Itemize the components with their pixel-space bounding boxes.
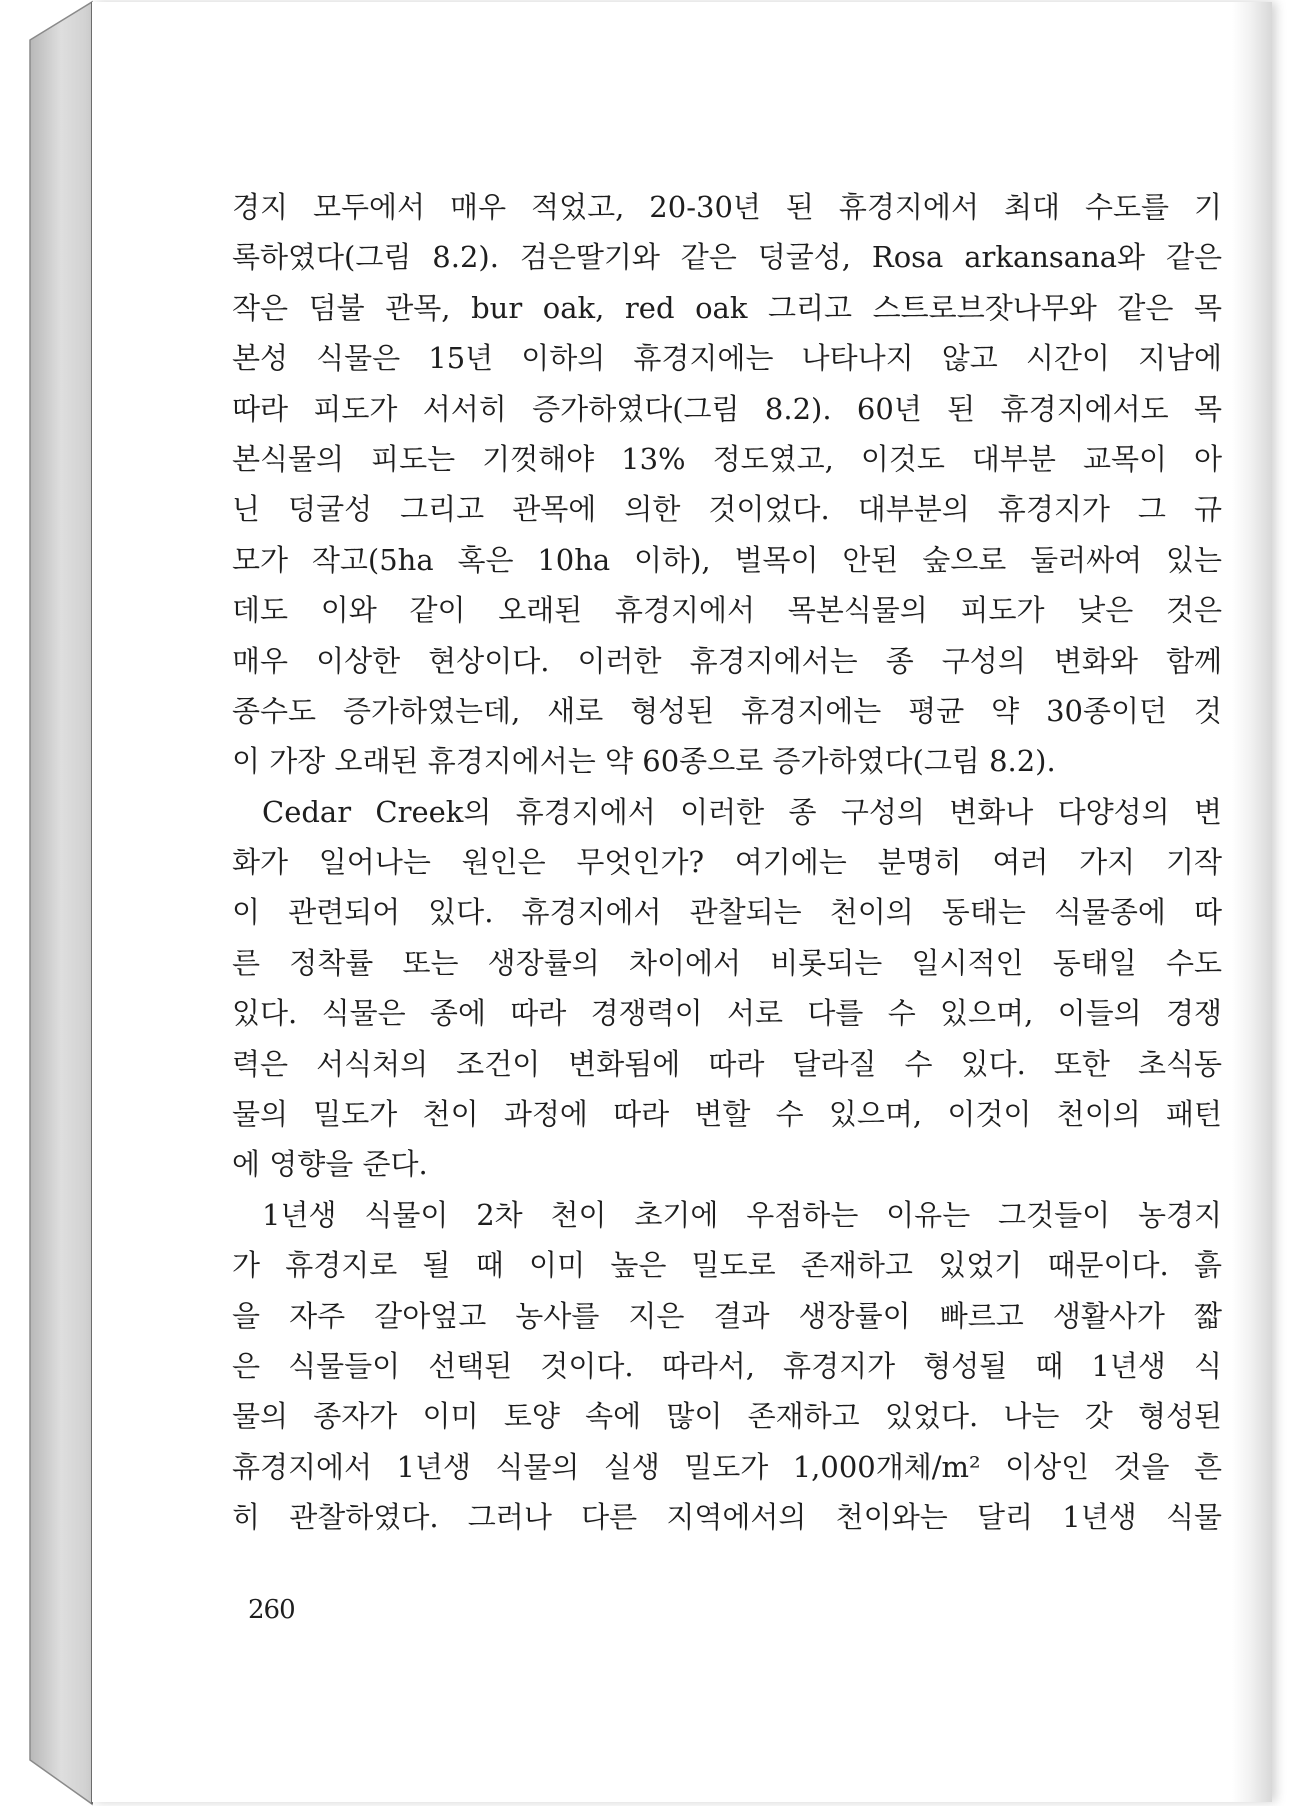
text-line: 닌 덩굴성 그리고 관목에 의한 것이었다. 대부분의 휴경지가 그 규: [232, 492, 1222, 527]
text-line: 른 정착률 또는 생장률의 차이에서 비롯되는 일시적인 동태일 수도: [232, 945, 1222, 980]
text-line: 화가 일어나는 원인은 무엇인가? 여기에는 분명히 여러 가지 기작: [232, 845, 1222, 880]
text-line: 모가 작고(5ha 혹은 10ha 이하), 벌목이 안된 숲으로 둘러싸여 있는: [232, 542, 1222, 577]
text-line: 휴경지에서 1년생 식물의 실생 밀도가 1,000개체/m² 이상인 것을 흔: [232, 1449, 1222, 1484]
text-line: 이 가장 오래된 휴경지에서는 약 60종으로 증가하였다(그림 8.2).: [232, 744, 1056, 779]
text-line: 따라 피도가 서서히 증가하였다(그림 8.2). 60년 된 휴경지에서도 목: [232, 391, 1222, 426]
book-page: [92, 2, 1272, 1802]
text-line: 1년생 식물이 2차 천이 초기에 우점하는 이유는 그것들이 농경지: [262, 1197, 1222, 1232]
text-line: 물의 밀도가 천이 과정에 따라 변할 수 있으며, 이것이 천이의 패턴: [232, 1097, 1222, 1132]
text-line: 을 자주 갈아엎고 농사를 지은 결과 생장률이 빠르고 생활사가 짧: [232, 1298, 1222, 1333]
text-line: 있다. 식물은 종에 따라 경쟁력이 서로 다를 수 있으며, 이들의 경쟁: [232, 996, 1222, 1031]
text-line: 이 관련되어 있다. 휴경지에서 관찰되는 천이의 동태는 식물종에 따: [232, 895, 1222, 930]
text-line: 경지 모두에서 매우 적었고, 20-30년 된 휴경지에서 최대 수도를 기: [232, 190, 1222, 224]
text-line: 력은 서식처의 조건이 변화됨에 따라 달라질 수 있다. 또한 초식동: [232, 1046, 1222, 1081]
text-line: 데도 이와 같이 오래된 휴경지에서 목본식물의 피도가 낮은 것은: [232, 593, 1222, 628]
paragraph-1: [232, 182, 1222, 787]
page-number: 260: [248, 1595, 295, 1625]
text-line: 은 식물들이 선택된 것이다. 따라서, 휴경지가 형성될 때 1년생 식: [232, 1348, 1222, 1383]
text-line: 가 휴경지로 될 때 이미 높은 밀도로 존재하고 있었기 때문이다. 흙: [232, 1248, 1222, 1283]
text-line: Cedar Creek의 휴경지에서 이러한 종 구성의 변화나 다양성의 변: [262, 794, 1222, 829]
text-line: 본성 식물은 15년 이하의 휴경지에는 나타나지 않고 시간이 지남에: [232, 341, 1222, 376]
text-line: 본식물의 피도는 기껏해야 13% 정도였고, 이것도 대부분 교목이 아: [232, 441, 1222, 476]
text-line: 히 관찰하였다. 그러나 다른 지역에서의 천이와는 달리 1년생 식물: [232, 1500, 1222, 1535]
paragraph-2: [232, 787, 1222, 1190]
text-line: 작은 덤불 관목, bur oak, red oak 그리고 스트로브잣나무와 같은 목: [232, 290, 1222, 325]
page-edge-shadow: [1232, 2, 1272, 1802]
text-line: 에 영향을 준다.: [232, 1147, 428, 1182]
body-text: [232, 182, 1222, 1543]
text-line: 매우 이상한 현상이다. 이러한 휴경지에서는 종 구성의 변화와 함께: [232, 643, 1222, 678]
text-line: 물의 종자가 이미 토양 속에 많이 존재하고 있었다. 나는 갓 형성된: [232, 1399, 1222, 1434]
paragraph-3: [232, 1190, 1222, 1543]
text-line: 종수도 증가하였는데, 새로 형성된 휴경지에는 평균 약 30종이던 것: [232, 693, 1222, 728]
text-line: 록하였다(그림 8.2). 검은딸기와 같은 덩굴성, Rosa arkansana와 같은: [232, 240, 1222, 275]
